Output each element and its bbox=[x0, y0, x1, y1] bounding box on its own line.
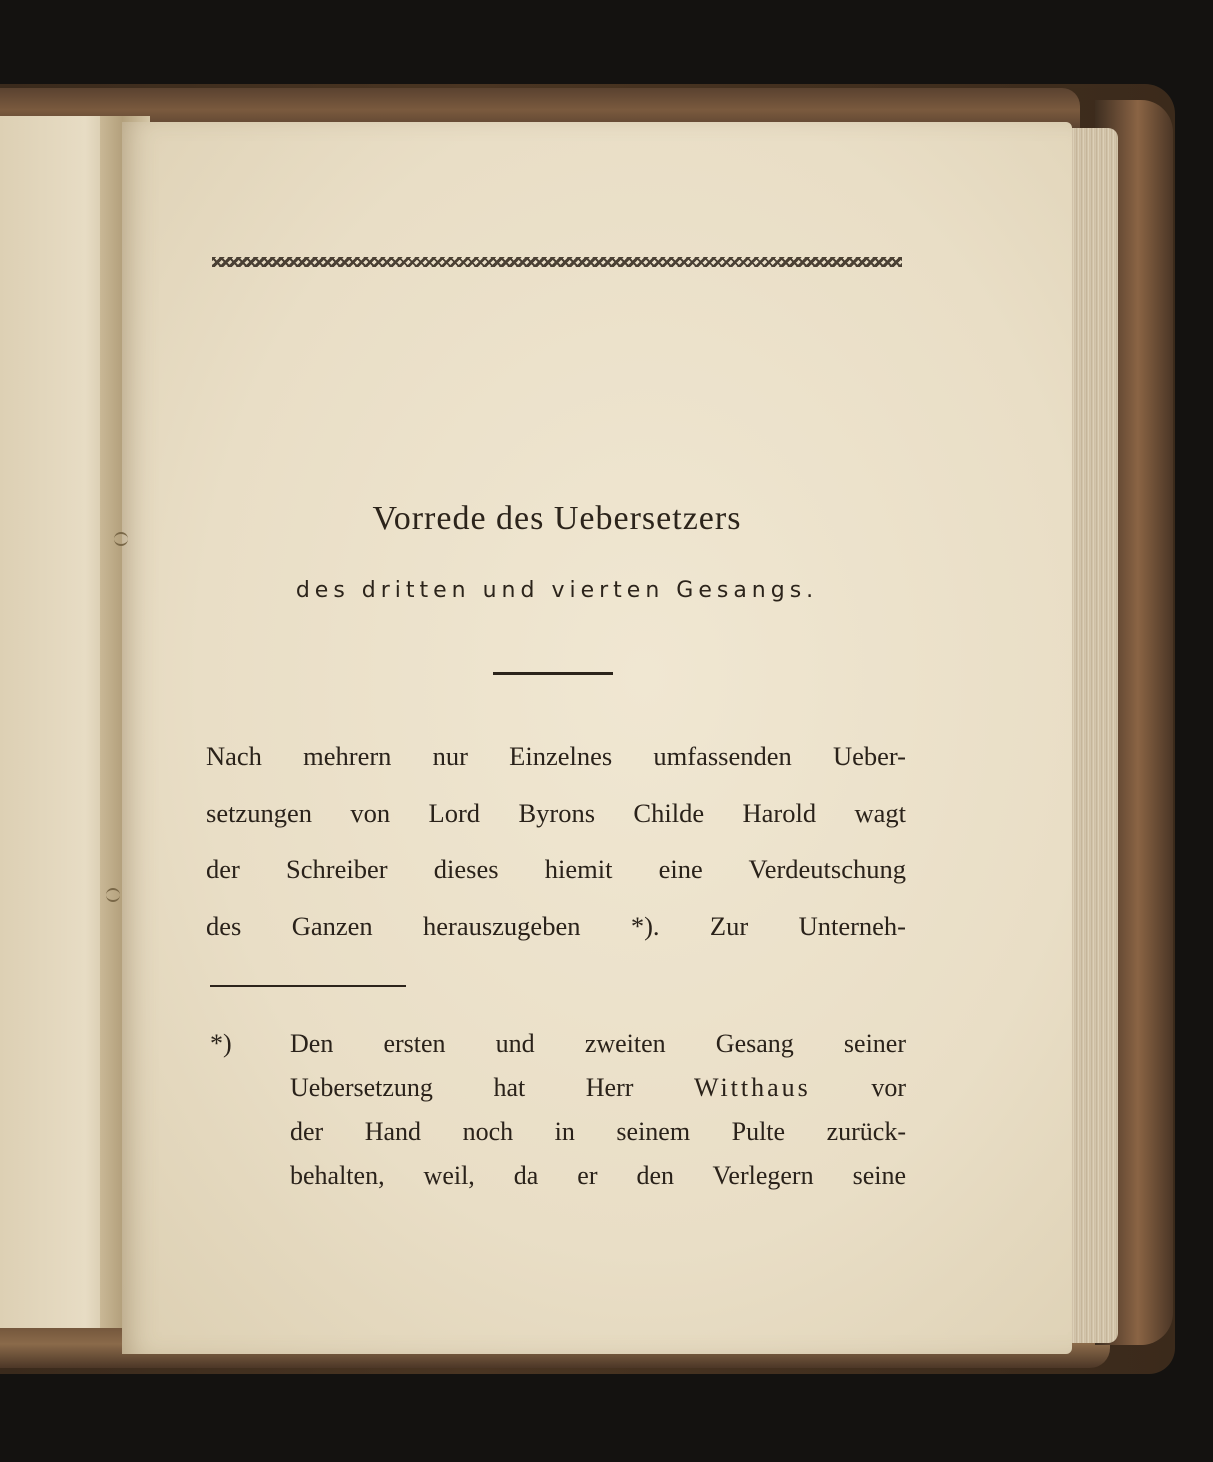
title-divider bbox=[493, 672, 613, 675]
footnote-marker: *) bbox=[210, 1029, 232, 1058]
footnote-line: der Hand noch in seinem Pulte zurück- bbox=[290, 1117, 906, 1146]
footnote-name: Witthaus bbox=[693, 1073, 811, 1102]
page-title: Vorrede des Uebersetzers bbox=[372, 500, 742, 537]
body-line: setzungen von Lord Byrons Childe Harold wagt bbox=[206, 797, 906, 828]
footnote-text: vor bbox=[810, 1073, 906, 1102]
footnote-text: Uebersetzung hat Herr bbox=[290, 1073, 694, 1102]
footnote-line: behalten, weil, da er den Verlegern seine bbox=[290, 1161, 906, 1190]
footnote bbox=[210, 1022, 906, 1198]
ornamental-header-rule bbox=[212, 257, 902, 267]
body-line: der Schreiber dieses hiemit eine Verdeutschung bbox=[206, 854, 906, 884]
body-line: des Ganzen herauszugeben *). Zur Unterneh- bbox=[206, 910, 906, 941]
body-paragraph bbox=[206, 728, 906, 954]
footnote-line bbox=[290, 1066, 906, 1110]
footnote-rule bbox=[210, 985, 406, 987]
binding-stitch bbox=[106, 888, 120, 902]
binding-stitch bbox=[114, 532, 128, 546]
footnote-line: Den ersten und zweiten Gesang seiner bbox=[290, 1029, 906, 1058]
page-subtitle: des dritten und vierten Gesangs. bbox=[295, 578, 819, 603]
body-line: Nach mehrern nur Einzelnes umfassenden Ueber- bbox=[206, 741, 906, 771]
